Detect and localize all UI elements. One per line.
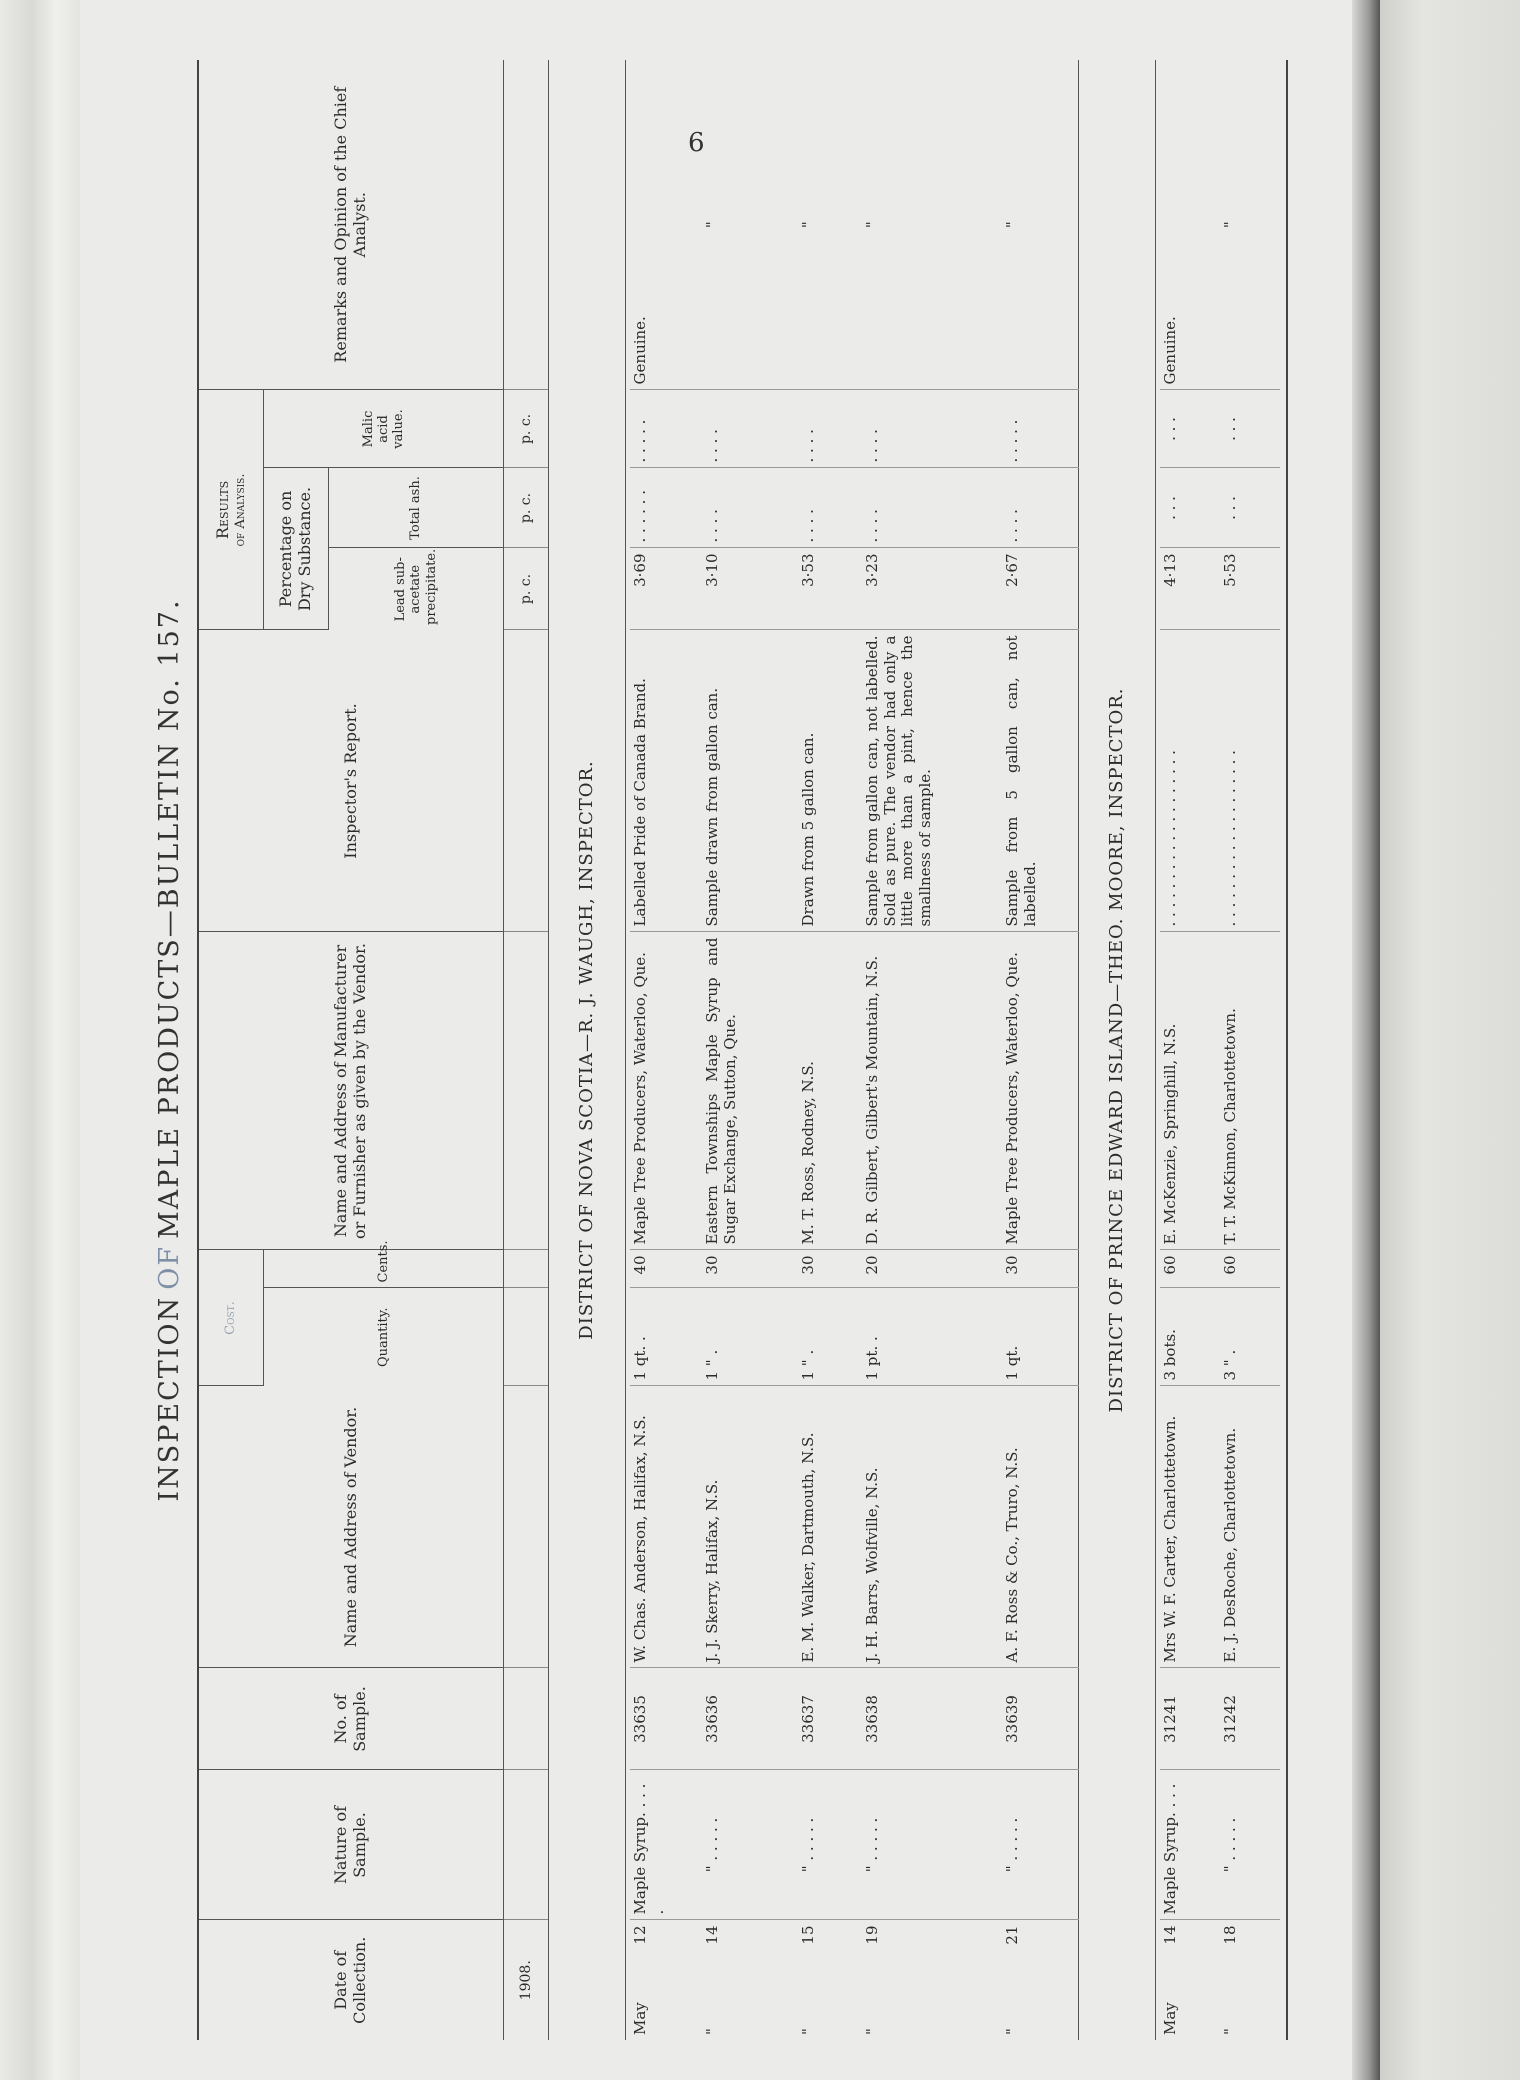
cell-ash: . . . bbox=[1160, 468, 1220, 548]
cell-ash: . . . bbox=[1220, 468, 1280, 548]
header-date: Date of Collection. bbox=[198, 1920, 504, 2040]
cell-quantity: 1 qt. bbox=[1002, 1288, 1078, 1386]
header-nature: Nature of Sample. bbox=[198, 1770, 504, 1920]
cell-vendor: Mrs W. F. Carter, Charlottetown. bbox=[1160, 1386, 1220, 1668]
cell-lead: 2·67 bbox=[1002, 548, 1078, 630]
cell-vendor: J. J. Skerry, Halifax, N.S. bbox=[702, 1386, 798, 1668]
cell-report: . . . . . . . . . . . . . . . . . . . bbox=[1220, 630, 1280, 932]
cell-vendor: A. F. Ross & Co., Truro, N.S. bbox=[1002, 1386, 1078, 1668]
cell-sample-no: 33638 bbox=[862, 1668, 1002, 1770]
cell-vendor: J. H. Barrs, Wolfville, N.S. bbox=[862, 1386, 1002, 1668]
cell-report: . . . . . . . . . . . . . . . . . . . bbox=[1160, 630, 1220, 932]
district-title: DISTRICT OF NOVA SCOTIA—R. J. WAUGH, INSPECTOR. bbox=[549, 60, 626, 2040]
cell-quantity: 1 " . bbox=[798, 1288, 862, 1386]
table-row bbox=[1160, 60, 1220, 2040]
table-header bbox=[198, 60, 504, 2040]
cell-nature: Maple Syrup. . . . . bbox=[630, 1770, 702, 1920]
cell-report: Sample from gallon can, not labelled. Sold as pure. The vendor had only a little more than a pint, hence the smallness of sample. bbox=[862, 630, 1002, 932]
cell-cents: 30 bbox=[702, 1250, 798, 1288]
cell-remarks: " bbox=[798, 60, 862, 390]
cell-nature: " . . . . . bbox=[1002, 1770, 1078, 1920]
table-row bbox=[702, 60, 798, 2040]
cell-remarks: Genuine. bbox=[630, 60, 702, 390]
cell-cents: 20 bbox=[862, 1250, 1002, 1288]
cell-remarks: " bbox=[862, 60, 1002, 390]
cell-manufacturer: E. McKenzie, Springhill, N.S. bbox=[1160, 932, 1220, 1250]
table-row bbox=[862, 60, 1002, 2040]
cell-vendor: W. Chas. Anderson, Halifax, N.S. bbox=[630, 1386, 702, 1668]
ash-unit: p. c. bbox=[504, 468, 549, 548]
cell-nature: " . . . . . bbox=[1220, 1770, 1280, 1920]
cell-vendor: E. J. DesRoche, Charlottetown. bbox=[1220, 1386, 1280, 1668]
cell-malic: . . . . bbox=[798, 390, 862, 468]
cell-date: " 14 bbox=[703, 1925, 721, 2035]
cell-sample-no: 33636 bbox=[702, 1668, 798, 1770]
cell-quantity: 3 bots. bbox=[1160, 1288, 1220, 1386]
table-row bbox=[798, 60, 862, 2040]
cell-cents: 30 bbox=[798, 1250, 862, 1288]
table-row bbox=[1220, 60, 1280, 2040]
page-number: 6 bbox=[688, 128, 705, 158]
header-percentage: Percentage on Dry Substance. bbox=[264, 468, 329, 630]
cell-report: Drawn from 5 gallon can. bbox=[798, 630, 862, 932]
header-manufacturer: Name and Address of Manufacturer or Furnisher as given by the Vendor. bbox=[198, 932, 504, 1250]
cell-ash: . . . . bbox=[1002, 468, 1078, 548]
cell-remarks: " bbox=[702, 60, 798, 390]
facing-page-edge bbox=[1380, 0, 1520, 2080]
lead-unit: p. c. bbox=[504, 548, 549, 630]
cell-lead: 3·69 bbox=[630, 548, 702, 630]
running-head-part-3: MAPLE PRODUCTS—BULLETIN No. 157. bbox=[153, 598, 185, 1239]
cell-date: May 14 bbox=[1160, 1925, 1179, 2035]
cell-date: " 15 bbox=[799, 1925, 817, 2035]
cell-remarks: " bbox=[1002, 60, 1078, 390]
header-lead: Lead sub-acetate precipitate. bbox=[329, 548, 504, 630]
district-heading bbox=[1078, 60, 1155, 2040]
header-ash: Total ash. bbox=[329, 468, 504, 548]
header-cents: Cents. bbox=[264, 1250, 504, 1288]
table-row bbox=[1002, 60, 1078, 2040]
cell-date: " 21 bbox=[1003, 1925, 1021, 2035]
cell-manufacturer: T. T. McKinnon, Charlottetown. bbox=[1220, 932, 1280, 1250]
header-cost: Cost. bbox=[198, 1250, 264, 1386]
header-sample-no: No. of Sample. bbox=[198, 1668, 504, 1770]
cell-ash: . . . . bbox=[862, 468, 1002, 548]
cell-sample-no: 33639 bbox=[1002, 1668, 1078, 1770]
rotated-table-area bbox=[139, 60, 1279, 2040]
cell-nature: " . . . . . bbox=[702, 1770, 798, 1920]
cell-manufacturer: D. R. Gilbert, Gilbert's Mountain, N.S. bbox=[862, 932, 1002, 1250]
book-spine-edge bbox=[0, 0, 80, 2080]
cell-vendor: E. M. Walker, Dartmouth, N.S. bbox=[798, 1386, 862, 1668]
header-remarks: Remarks and Opinion of the Chief Analyst. bbox=[198, 60, 504, 390]
cell-lead: 3·53 bbox=[798, 548, 862, 630]
year-row bbox=[504, 60, 549, 2040]
cell-lead: 4·13 bbox=[1160, 548, 1220, 630]
cell-sample-no: 31242 bbox=[1220, 1668, 1280, 1770]
cell-nature: " . . . . . bbox=[862, 1770, 1002, 1920]
cell-ash: . . . . bbox=[702, 468, 798, 548]
cell-sample-no: 31241 bbox=[1160, 1668, 1220, 1770]
table-body bbox=[504, 60, 1287, 2040]
cell-ash: . . . . bbox=[798, 468, 862, 548]
cell-cents: 30 bbox=[1002, 1250, 1078, 1288]
header-results-line1: Results bbox=[212, 480, 232, 540]
cell-nature: " . . . . . bbox=[798, 1770, 862, 1920]
cell-nature: Maple Syrup. . . . bbox=[1160, 1770, 1220, 1920]
district-heading bbox=[549, 60, 626, 2040]
malic-unit: p. c. bbox=[504, 390, 549, 468]
cell-quantity: 3 " . bbox=[1220, 1288, 1280, 1386]
cell-date: May 12 bbox=[631, 1925, 649, 2035]
header-results-line2: of Analysis. bbox=[232, 473, 248, 547]
cell-quantity: 1 qt. . bbox=[630, 1288, 702, 1386]
cell-report: Labelled Pride of Canada Brand. bbox=[630, 630, 702, 932]
cell-malic: . . . bbox=[1220, 390, 1280, 468]
cell-lead: 3·10 bbox=[702, 548, 798, 630]
cell-cents: 40 bbox=[630, 1250, 702, 1288]
cell-lead: 5·53 bbox=[1220, 548, 1280, 630]
district-title: DISTRICT OF PRINCE EDWARD ISLAND—THEO. MOORE, INSPECTOR. bbox=[1078, 60, 1155, 2040]
header-inspector-report: Inspector's Report. bbox=[198, 630, 504, 932]
cell-malic: . . . . bbox=[862, 390, 1002, 468]
inspection-table bbox=[197, 60, 1288, 2040]
cell-malic: . . . bbox=[1160, 390, 1220, 468]
cell-cents: 60 bbox=[1220, 1250, 1280, 1288]
cell-sample-no: 33637 bbox=[798, 1668, 862, 1770]
cell-malic: . . . . bbox=[702, 390, 798, 468]
year-label: 1908. bbox=[504, 1920, 549, 2040]
cell-date: " 19 bbox=[863, 1925, 881, 2035]
cell-remarks: Genuine. bbox=[1160, 60, 1220, 390]
running-head-part-2: OF bbox=[153, 1244, 185, 1290]
running-head-part-1: INSPECTION bbox=[153, 1295, 185, 1502]
cell-ash: . . . . . . bbox=[630, 468, 702, 548]
cell-malic: . . . . . bbox=[1002, 390, 1078, 468]
cell-cents: 60 bbox=[1160, 1250, 1220, 1288]
table-end-rule bbox=[1280, 60, 1287, 2040]
cell-date: " 18 bbox=[1220, 1925, 1239, 2035]
header-malic: Malic acid value. bbox=[264, 390, 504, 468]
header-quantity: Quantity. bbox=[264, 1288, 504, 1386]
cell-manufacturer: Eastern Townships Maple Syrup and Sugar Exchange, Sutton, Que. bbox=[702, 932, 798, 1250]
cell-report: Sample from 5 gallon can, not labelled. bbox=[1002, 630, 1078, 932]
header-vendor: Name and Address of Vendor. bbox=[198, 1386, 504, 1668]
table-row bbox=[630, 60, 702, 2040]
cell-quantity: 1 pt. . bbox=[862, 1288, 1002, 1386]
cell-report: Sample drawn from gallon can. bbox=[702, 630, 798, 932]
running-head bbox=[139, 60, 199, 2040]
cell-manufacturer: Maple Tree Producers, Waterloo, Que. bbox=[1002, 932, 1078, 1250]
cell-manufacturer: Maple Tree Producers, Waterloo, Que. bbox=[630, 932, 702, 1250]
cell-remarks: " bbox=[1220, 60, 1280, 390]
cell-lead: 3·23 bbox=[862, 548, 1002, 630]
cell-malic: . . . . . bbox=[630, 390, 702, 468]
cell-manufacturer: M. T. Ross, Rodney, N.S. bbox=[798, 932, 862, 1250]
cell-quantity: 1 " . bbox=[702, 1288, 798, 1386]
book-gutter bbox=[1352, 0, 1380, 2080]
cell-sample-no: 33635 bbox=[630, 1668, 702, 1770]
header-results bbox=[198, 390, 264, 630]
